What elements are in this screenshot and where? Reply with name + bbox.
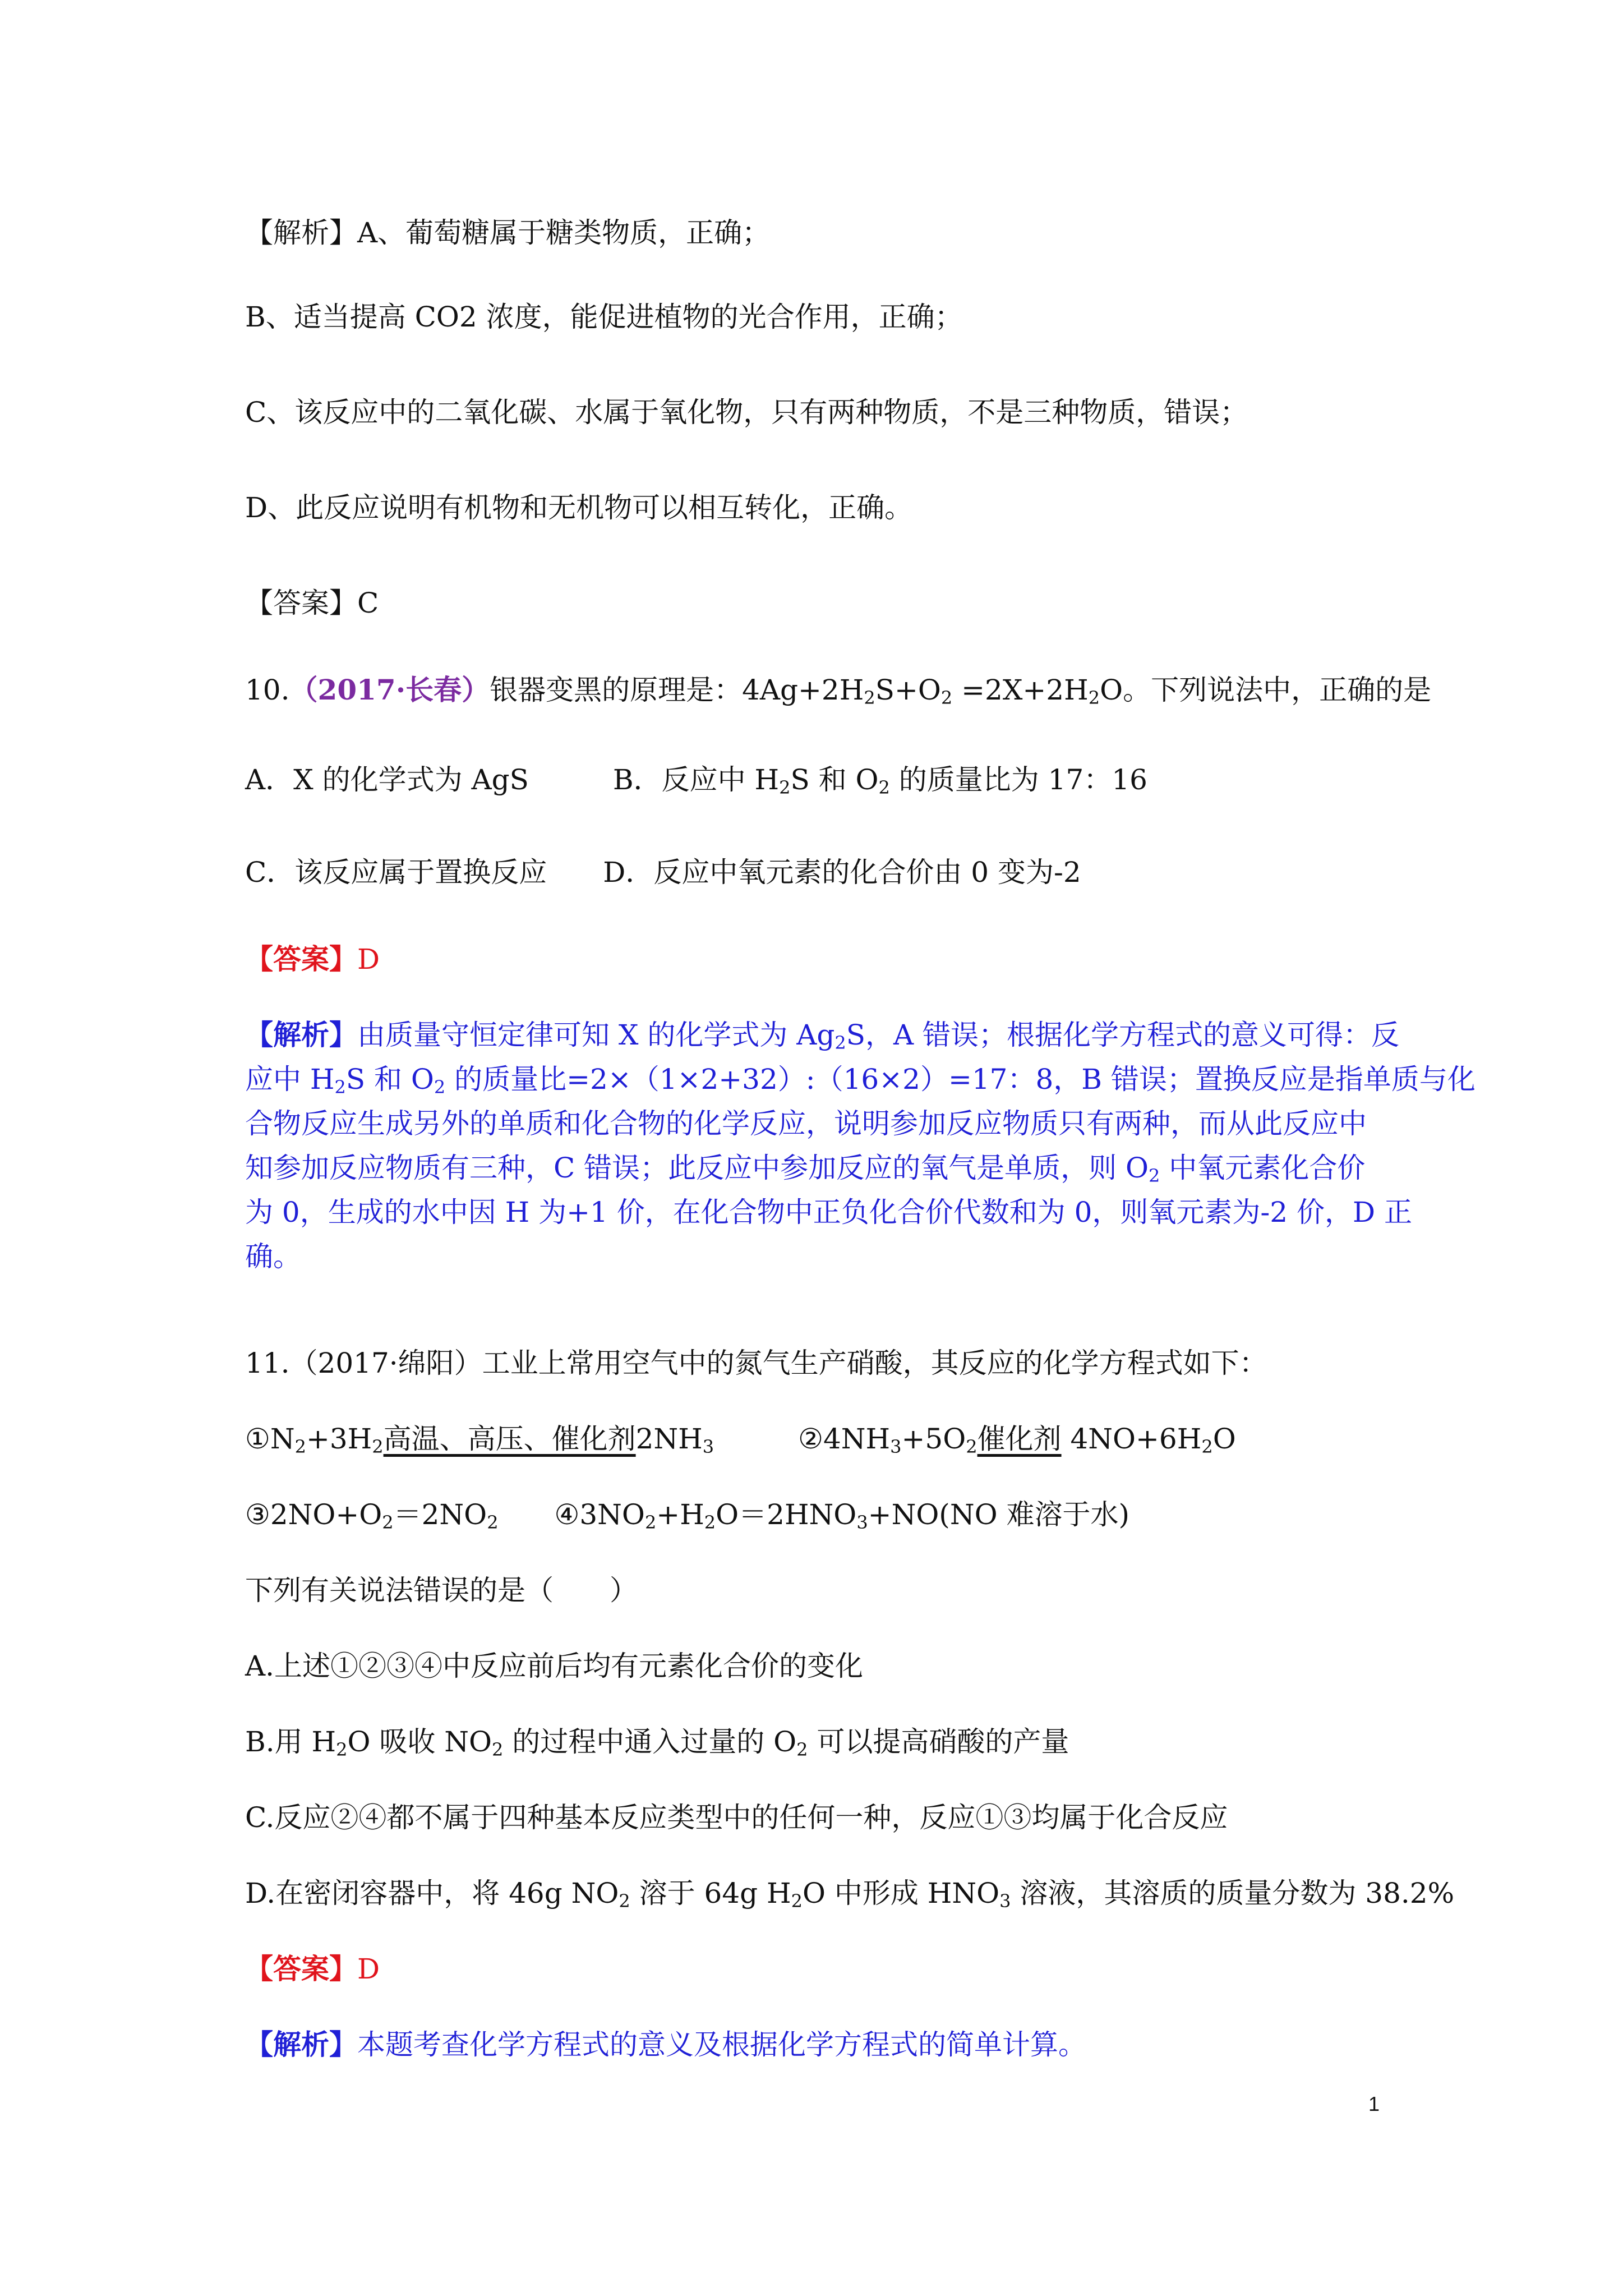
question-11-analysis: 【解析】本题考查化学方程式的意义及根据化学方程式的简单计算。 bbox=[245, 2028, 1086, 2061]
question-10-options-ab bbox=[245, 760, 1147, 799]
option-c: C．该反应属于置换反应 bbox=[245, 856, 547, 889]
question-11-prompt: 下列有关说法错误的是（ ） bbox=[245, 1574, 638, 1607]
option-b: B．反应中 $H_2S$ 和 $O_2$ 的质量比为 17：16 bbox=[612, 763, 1147, 798]
analysis-tag: 【解析】 bbox=[245, 217, 357, 249]
option-a: A．X 的化学式为 AgS bbox=[245, 763, 529, 796]
option-b: B.用 $H_2O$ 吸收 $NO_2$ 的过程中通入过量的 $O_2$ 可以提高硝酸的产量 bbox=[245, 1726, 1069, 1760]
option-d: D．反应中氧元素的化合价由 0 变为-2 bbox=[603, 856, 1081, 889]
reaction-condition: 高温、高压、催化剂 bbox=[383, 1423, 636, 1455]
page-number: 1 bbox=[1368, 2092, 1380, 2115]
analysis-line-b: B、适当提高 CO2 浓度，能促进植物的光合作用，正确； bbox=[245, 301, 963, 333]
question-10-analysis: 【解析】由质量守恒定律可知 X 的化学式为 $Ag_2S$，A 错误；根据化学方程式的意义可得：反 应中 $H_2S$ 和 $O_2$ 的质量比=2×（1×2+32）:（16×2）=17：8，B 错误；置换反应是指单质与化 合物反应生成另外的单质和化合物的化学反应，说明参加反应物质只有两种，而从此反应中 知参加反应物质有三种，C 错误；此反应中参加反应的氧气是单质，则 $O_2$ 中氧元素化合价 为 0，生成的水中因 H 为+1 价，在化合物中正负化合价代数和为 0，则氧元素为-2 价，D 正 确。 bbox=[245, 1018, 1476, 1273]
equation-4: $④3NO_2+H_2O=2HNO_3+NO(NO$ 难溶于水) bbox=[554, 1498, 1129, 1533]
analysis-line-c: C、该反应中的二氧化碳、水属于氧化物，只有两种物质，不是三种物质，错误； bbox=[245, 396, 1248, 429]
answer-line-block1: 【答案】C bbox=[245, 587, 379, 619]
equation-line-1 bbox=[245, 1419, 1236, 1458]
option-c: C.反应②④都不属于四种基本反应类型中的任何一种，反应①③均属于化合反应 bbox=[245, 1801, 1228, 1834]
question-11-stem: 11.（2017·绵阳）工业上常用空气中的氮气生产硝酸，其反应的化学方程式如下： bbox=[245, 1347, 1267, 1379]
equation-3: $③2NO+O_2=2NO_2$ bbox=[245, 1498, 499, 1533]
equation-line-2 bbox=[245, 1495, 1129, 1534]
analysis-line-d: D、此反应说明有机物和无机物可以相互转化，正确。 bbox=[245, 491, 913, 524]
option-d: D.在密闭容器中，将 46g $NO_2$ 溶于 64g $H_2O$ 中形成 $HNO_3$ 溶液，其溶质的质量分数为 38.2% bbox=[245, 1877, 1455, 1912]
question-10-options-cd bbox=[245, 853, 1081, 892]
question-source: （2017·长春） bbox=[289, 673, 490, 706]
analysis-line-a: 【解析】A、葡萄糖属于糖类物质，正确； bbox=[245, 217, 771, 249]
option-a: A.上述①②③④中反应前后均有元素化合价的变化 bbox=[245, 1650, 864, 1682]
question-source: （2017·绵阳） bbox=[289, 1347, 482, 1379]
reaction-condition: 催化剂 bbox=[977, 1423, 1062, 1455]
equation-2: $②4NH_3+5O_2$催化剂 $4NO+6H_2O$ bbox=[798, 1423, 1236, 1457]
question-10-stem: 10.（2017·长春）银器变黑的原理是：$4Ag+2H_2S+O_2 =2X+2H_2O$。下列说法中，正确的是 bbox=[245, 673, 1432, 708]
equation-1: $①N_2+3H_2$高温、高压、催化剂$2NH_3$ bbox=[245, 1423, 714, 1457]
question-10-answer: 【答案】D bbox=[245, 942, 380, 976]
question-11-answer: 【答案】D bbox=[245, 1952, 380, 1985]
